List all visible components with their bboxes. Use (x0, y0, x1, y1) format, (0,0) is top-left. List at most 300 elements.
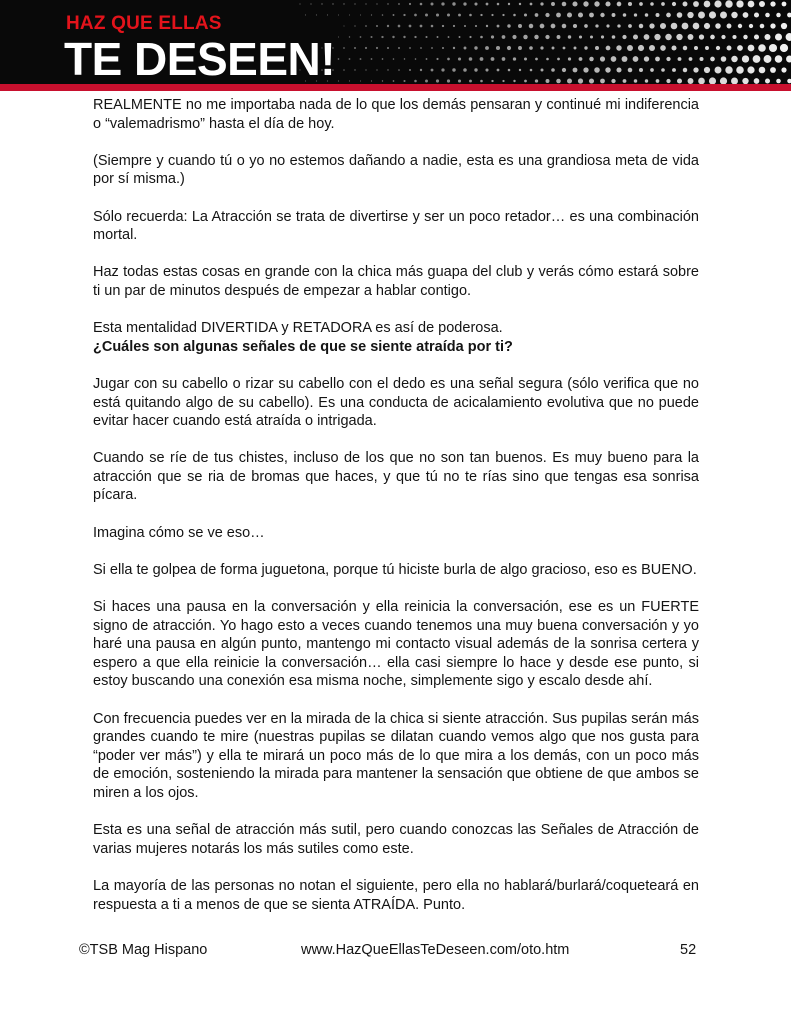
halftone-dot (628, 68, 633, 73)
halftone-dot (540, 46, 543, 49)
halftone-dot (694, 46, 698, 50)
halftone-dot (731, 12, 737, 18)
halftone-dot (645, 13, 649, 17)
paragraph: REALMENTE no me importaba nada de lo que los demás pensaran y continué mi indiferencia o “valemadrismo” hasta el día de hoy. (93, 97, 699, 132)
halftone-dot (616, 45, 621, 50)
halftone-dot (720, 77, 727, 84)
halftone-dot (704, 67, 710, 73)
halftone-dot (393, 58, 395, 60)
halftone-dot (497, 3, 500, 6)
halftone-dot (530, 69, 533, 72)
halftone-dot (541, 69, 544, 72)
halftone-dot (595, 46, 599, 50)
halftone-dot (715, 67, 722, 74)
halftone-dot (678, 57, 682, 61)
halftone-dot (452, 68, 455, 71)
halftone-dot (654, 34, 660, 40)
halftone-dot (666, 13, 671, 18)
halftone-dot (463, 68, 467, 72)
halftone-dot (551, 2, 555, 6)
halftone-dot (349, 80, 350, 81)
halftone-dot (769, 44, 777, 52)
halftone-dot (409, 47, 411, 49)
halftone-dot (332, 3, 333, 4)
halftone-dot (354, 69, 355, 70)
halftone-dot (759, 1, 765, 7)
halftone-dot (507, 46, 511, 50)
halftone-dot (354, 25, 355, 26)
halftone-dot (453, 47, 455, 49)
halftone-dot (540, 2, 543, 5)
halftone-dot (786, 56, 791, 63)
halftone-dot (436, 79, 439, 82)
halftone-dot (448, 36, 450, 38)
halftone-dot (704, 1, 711, 8)
halftone-dot (524, 13, 527, 16)
halftone-dot (666, 79, 670, 83)
halftone-dot (464, 25, 466, 27)
halftone-dot (617, 2, 622, 7)
paragraph: Si ella te golpea de forma juguetona, porque tú hiciste burla de algo gracioso, eso es BUENO. (93, 561, 697, 578)
halftone-dot (666, 57, 670, 61)
halftone-dot (660, 23, 666, 29)
halftone-dot (699, 34, 704, 39)
halftone-dot (671, 23, 678, 30)
halftone-dot (738, 24, 742, 28)
halftone-dot (398, 25, 401, 28)
halftone-dot (512, 35, 516, 39)
halftone-dot (676, 34, 682, 40)
halftone-dot (765, 13, 770, 18)
halftone-dot (601, 35, 604, 38)
halftone-dot (628, 24, 632, 28)
halftone-dot (409, 69, 411, 71)
halftone-dot (567, 78, 572, 83)
halftone-dot (497, 25, 500, 28)
halftone-dot (502, 80, 504, 82)
halftone-dot (687, 12, 693, 18)
halftone-dot (371, 58, 373, 60)
halftone-dot (425, 14, 428, 17)
halftone-dot (710, 57, 715, 62)
halftone-dot (365, 3, 366, 4)
halftone-dot (720, 12, 727, 19)
halftone-dot (683, 68, 687, 72)
halftone-dot (535, 13, 539, 17)
halftone-dot (414, 80, 417, 83)
halftone-dot (518, 46, 522, 50)
halftone-dot (655, 57, 660, 62)
brand-title: TE DESEEN! (64, 33, 336, 84)
halftone-dot (310, 3, 311, 4)
halftone-dot (409, 3, 411, 5)
halftone-dot (480, 57, 484, 61)
halftone-dot (546, 79, 550, 83)
paragraph: Imagina cómo se ve eso… (93, 524, 265, 541)
halftone-dot (420, 47, 422, 49)
halftone-dot (639, 68, 643, 72)
halftone-dot (644, 56, 649, 61)
halftone-dot (403, 36, 405, 38)
halftone-dot (420, 69, 422, 71)
header-banner (0, 0, 791, 84)
halftone-dot (392, 36, 394, 38)
halftone-dot (568, 35, 571, 38)
halftone-dot (721, 56, 727, 62)
halftone-dot (480, 36, 483, 39)
halftone-dot (770, 1, 775, 6)
header-red-rule (0, 84, 791, 91)
halftone-dot (721, 35, 725, 39)
halftone-dot (540, 24, 545, 29)
halftone-dot (447, 13, 450, 16)
halftone-dot (677, 78, 682, 83)
halftone-dot (699, 57, 703, 61)
halftone-dot (622, 56, 628, 62)
halftone-dot (780, 44, 788, 52)
halftone-dot (709, 11, 716, 18)
halftone-dot (639, 2, 643, 6)
halftone-dot (491, 57, 495, 61)
halftone-dot (644, 34, 650, 40)
halftone-dot (758, 44, 766, 52)
halftone-dot (354, 47, 356, 49)
halftone-dot (661, 2, 665, 6)
halftone-dot (754, 34, 759, 39)
halftone-dot (770, 23, 775, 28)
halftone-dot (617, 24, 620, 27)
halftone-dot (698, 12, 705, 19)
halftone-dot (671, 45, 676, 50)
halftone-dot (534, 35, 538, 39)
halftone-dot (612, 35, 616, 39)
halftone-dot (638, 45, 644, 51)
halftone-dot (567, 12, 572, 17)
halftone-dot (409, 25, 412, 28)
halftone-dot (349, 14, 350, 15)
halftone-dot (623, 79, 627, 83)
halftone-dot (403, 14, 405, 16)
halftone-dot (649, 45, 655, 51)
halftone-dot (552, 47, 555, 50)
halftone-dot (563, 47, 566, 50)
halftone-dot (583, 1, 588, 6)
halftone-dot (683, 46, 687, 50)
halftone-dot (725, 66, 732, 73)
footer-website-url: www.HazQueEllasTeDeseen.com/oto.htm (301, 942, 570, 958)
paragraph: Jugar con su cabello o rizar su cabello con el dedo es una señal segura (sólo verifica que no está quitando algo de su cabello). Es una conducta de acicalamiento evolutiva que no puede evitar hacer cuando está atraída o intrigada. (93, 375, 699, 430)
halftone-dot (529, 46, 533, 50)
halftone-dot (776, 13, 780, 17)
halftone-dot (338, 14, 339, 15)
halftone-dot (770, 67, 776, 73)
halftone-dot (343, 69, 345, 71)
halftone-dot (502, 14, 504, 16)
halftone-dot (781, 23, 787, 29)
halftone-dot (693, 1, 699, 7)
paragraph: Cuando se ríe de tus chistes, incluso de los que no son tan buenos. Es muy bueno para la atracción que se ria de bromas que haces, y que tú no te rías sino que tengas esa sonrisa pícara. (93, 450, 699, 504)
halftone-dot (360, 14, 361, 15)
halftone-dot (572, 1, 577, 6)
halftone-dot (578, 78, 583, 83)
brand-tagline: HAZ QUE ELLAS (66, 13, 222, 34)
halftone-dot (704, 23, 710, 29)
halftone-dot (677, 12, 683, 18)
halftone-dot (420, 25, 423, 28)
halftone-dot (584, 24, 588, 28)
halftone-dot (305, 14, 306, 15)
halftone-dot (600, 79, 605, 84)
halftone-dot (414, 36, 416, 38)
halftone-dot (436, 13, 439, 16)
halftone-dot (474, 46, 477, 49)
halftone-dot (579, 57, 583, 61)
halftone-dot (502, 57, 506, 61)
halftone-dot (787, 79, 791, 84)
halftone-dot (431, 3, 434, 6)
halftone-dot (656, 79, 660, 83)
halftone-dot (682, 23, 689, 30)
halftone-dot (441, 2, 444, 5)
halftone-dot (393, 14, 395, 16)
paragraph: Sólo recuerda: La Atracción se trata de divertirse y ser un poco retador… es una combinación mortal. (93, 208, 699, 244)
halftone-dot (442, 47, 444, 49)
halftone-dot (748, 45, 755, 52)
halftone-dot (727, 24, 732, 29)
halftone-dot (480, 80, 483, 83)
halftone-dot (491, 35, 494, 38)
halftone-dot (743, 12, 749, 18)
halftone-dot (338, 58, 340, 60)
halftone-dot (431, 25, 434, 28)
halftone-dot (557, 35, 561, 39)
halftone-dot (568, 57, 571, 60)
halftone-dot (452, 2, 455, 5)
halftone-dot (523, 35, 527, 39)
halftone-dot (486, 3, 489, 6)
halftone-dot (736, 0, 743, 7)
halftone-dot (463, 2, 466, 5)
halftone-dot (557, 58, 560, 61)
halftone-dot (754, 12, 759, 17)
halftone-dot (562, 68, 566, 72)
halftone-dot (590, 36, 593, 39)
halftone-dot (725, 0, 732, 7)
halftone-dot (338, 36, 339, 37)
halftone-dot (365, 25, 367, 27)
halftone-dot (453, 25, 455, 27)
halftone-dot (611, 79, 615, 83)
halftone-dot (480, 14, 482, 16)
halftone-dot (420, 3, 423, 6)
halftone-dot (714, 0, 721, 7)
paragraph: Esta mentalidad DIVERTIDA y RETADORA es así de poderosa. (93, 320, 503, 337)
halftone-dot (398, 69, 400, 71)
halftone-dot (639, 24, 643, 28)
halftone-dot (343, 47, 345, 49)
halftone-dot (508, 3, 510, 5)
halftone-dot (551, 24, 556, 29)
halftone-dot (469, 36, 471, 38)
halftone-dot (556, 13, 561, 18)
halftone-dot (562, 24, 567, 29)
halftone-dot (343, 25, 344, 26)
halftone-dot (431, 47, 433, 49)
halftone-dot (376, 69, 377, 70)
halftone-dot (474, 68, 477, 71)
halftone-dot (737, 45, 743, 51)
halftone-dot (650, 68, 654, 72)
halftone-dot (693, 67, 698, 72)
halftone-dot (485, 46, 489, 50)
halftone-dot (627, 45, 633, 51)
halftone-dot (360, 80, 361, 81)
halftone-dot (716, 46, 720, 50)
halftone-dot (485, 68, 488, 71)
halftone-dot (573, 24, 577, 28)
halftone-dot (622, 35, 626, 39)
halftone-dot (381, 36, 383, 38)
halftone-dot (299, 3, 300, 4)
halftone-dot (759, 67, 766, 74)
halftone-dot (606, 24, 609, 27)
halftone-dot (776, 79, 781, 84)
page-number: 52 (680, 942, 697, 958)
halftone-dot (486, 25, 488, 27)
halftone-dot (376, 25, 378, 27)
halftone-dot (606, 46, 611, 51)
halftone-dot (589, 78, 594, 83)
halftone-dot (688, 34, 694, 40)
halftone-dot (709, 77, 716, 84)
halftone-dot (600, 13, 604, 17)
halftone-dot (376, 3, 377, 4)
halftone-dot (672, 2, 676, 6)
halftone-dot (645, 79, 648, 82)
halftone-dot (459, 36, 461, 38)
halftone-dot (496, 46, 500, 50)
halftone-dot (321, 3, 322, 4)
halftone-dot (431, 69, 434, 72)
halftone-dot (524, 80, 527, 83)
halftone-dot (371, 80, 372, 81)
halftone-dot (513, 57, 516, 60)
halftone-dot (705, 46, 709, 50)
halftone-dot (442, 25, 444, 27)
halftone-dot (786, 33, 791, 41)
halftone-dot (611, 56, 617, 62)
halftone-dot (605, 1, 610, 6)
halftone-dot (458, 14, 461, 17)
halftone-dot (491, 80, 493, 82)
halftone-dot (616, 67, 621, 72)
paragraph: (Siempre y cuando tú o yo no estemos dañando a nadie, esta es una grandiosa meta de vida por sí misma.) (93, 152, 699, 188)
halftone-dot (787, 13, 791, 18)
halftone-dot (360, 58, 362, 60)
halftone-dot (732, 35, 736, 39)
halftone-dot (404, 58, 405, 59)
halftone-dot (403, 80, 405, 82)
halftone-dot (441, 68, 444, 71)
halftone-dot (387, 47, 389, 49)
halftone-dot (535, 58, 538, 61)
halftone-dot (502, 35, 506, 39)
halftone-dot (415, 58, 417, 60)
page-body (93, 96, 699, 914)
halftone-dot (447, 58, 450, 61)
halftone-dot (327, 14, 328, 15)
halftone-dot (650, 2, 654, 6)
halftone-dot (764, 34, 770, 40)
halftone-dot (660, 45, 666, 51)
halftone-dot (469, 57, 473, 61)
halftone-dot (398, 47, 400, 49)
halftone-dot (376, 47, 378, 49)
halftone-dot (736, 66, 744, 74)
halftone-dot (365, 47, 367, 49)
halftone-dot (661, 68, 665, 72)
halftone-dot (458, 79, 461, 82)
halftone-dot (634, 79, 637, 82)
halftone-dot (589, 57, 594, 62)
halftone-dot (437, 36, 439, 38)
halftone-dot (354, 3, 355, 4)
halftone-dot (628, 2, 632, 6)
halftone-dot (546, 58, 549, 61)
halftone-dot (519, 69, 521, 71)
halftone-dot (775, 55, 783, 63)
halftone-dot (519, 3, 521, 5)
paragraph: Si haces una pausa en la conversación y ella reinicia la conversación, ese es un FUERTE signo de atracción. Yo hago esto a veces cuando tenemos una muy buena conversación y yo haré una pausa en algún punto, mantengo mi contacto visual además de la sonrisa certera y espero a que ella reinicie la conversación… ella casi siempre lo hace y desde ese punto, si estoy buscando una conexión esa misma noche, simplemente sigo y escalo desde ahí. (93, 599, 699, 690)
halftone-dot (425, 36, 427, 38)
halftone-dot (535, 79, 538, 82)
halftone-dot (775, 33, 782, 40)
halftone-dot (475, 25, 477, 27)
halftone-dot (765, 79, 770, 84)
halftone-dot (370, 36, 372, 38)
halftone-dot (578, 12, 583, 17)
halftone-dot (749, 24, 753, 28)
halftone-dot (683, 2, 688, 7)
halftone-dot (426, 58, 428, 60)
halftone-dot (382, 14, 384, 16)
halftone-dot (513, 14, 516, 17)
halftone-dot (672, 68, 676, 72)
halftone-dot (507, 24, 510, 27)
section-heading: ¿Cuáles son algunas señales de que se siente atraída por ti? (93, 338, 513, 355)
halftone-dot (529, 24, 533, 28)
halftone-dot (612, 13, 616, 17)
halftone-dot (513, 80, 515, 82)
halftone-dot (589, 13, 594, 18)
halftone-dot (562, 2, 567, 7)
halftone-dot (665, 34, 672, 41)
halftone-dot (710, 35, 715, 40)
halftone-dot (748, 1, 755, 8)
halftone-dot (731, 56, 737, 62)
halftone-dot (649, 23, 654, 28)
halftone-dot (398, 3, 400, 5)
paragraph: La mayoría de las personas no notan el siguiente, pero ella no hablará/burlará/coqueteará en respuesta a ti a menos de que se sienta ATRAÍDA. Punto. (93, 877, 699, 913)
halftone-dot (742, 55, 749, 62)
halftone-dot (781, 67, 786, 72)
halftone-dot (556, 79, 561, 84)
halftone-dot (633, 56, 639, 62)
halftone-dot (693, 23, 700, 30)
halftone-dot (436, 58, 438, 60)
halftone-dot (747, 66, 754, 73)
halftone-dot (594, 1, 599, 6)
